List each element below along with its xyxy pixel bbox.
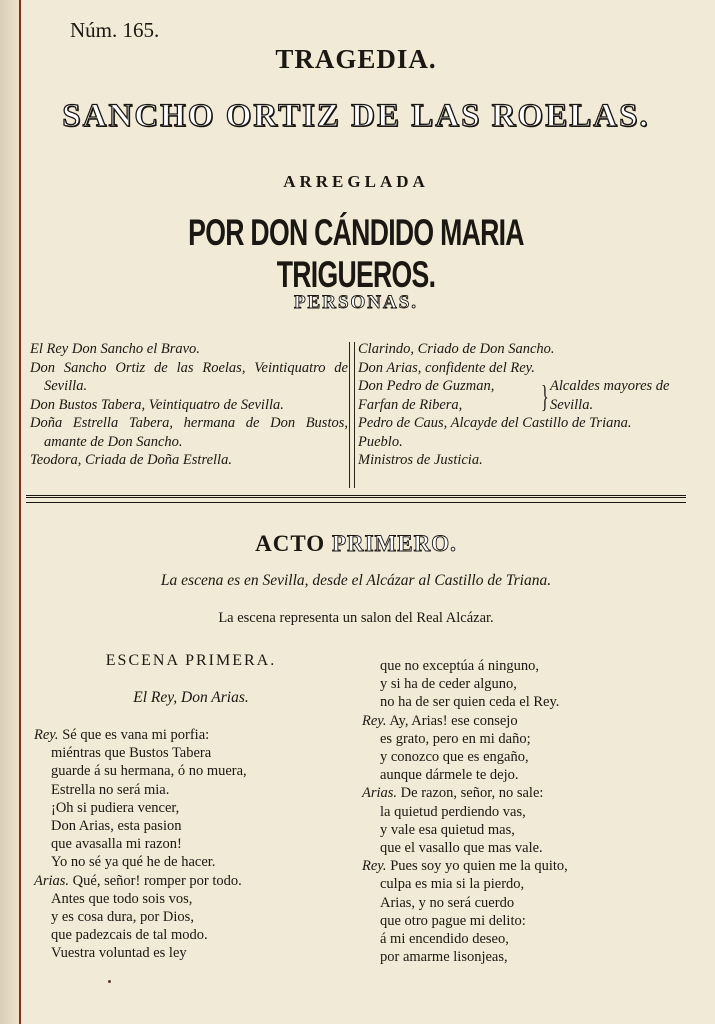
verse-line [34,853,354,871]
cast-entry: Teodora, Criada de Doña Estrella. [30,452,232,468]
verse-text: y si ha de ceder alguno, [380,676,517,693]
verse-text: á mi encendido deseo, [380,931,509,948]
section-divider-double [26,495,686,502]
act-heading-plain: ACTO [255,531,332,556]
cast-list-left [30,340,348,470]
verse-text: que padezcais de tal modo. [51,927,208,944]
verse-text: que avasalla mi razon! [51,836,182,853]
verse-text: ¡Oh si pudiera vencer, [51,799,180,816]
cast-entry: Pueblo. [358,433,403,450]
play-title: SANCHO ORTIZ DE LAS ROELAS. [62,98,650,134]
verse-line [362,766,692,784]
alcaldes-group [358,377,680,414]
verse-line [362,748,692,766]
verse-text: De razon, señor, no sale: [397,785,544,802]
speaker-name: Arias. [362,785,398,802]
verse-line [362,657,692,675]
verse-text: Yo no sé ya qué he de hacer. [51,854,216,871]
verse-text: Vuestra voluntad es ley [51,945,187,962]
cast-entry: Pedro de Caus, Alcayde del Castillo de Triana. [358,415,632,431]
verse-line [362,693,692,711]
verse-line [362,930,692,948]
verse-line [362,839,692,857]
cast-entry: Farfan de Ribera, [358,396,463,413]
verse-text: Pues soy yo quien me la quito, [386,858,568,875]
verse-line [34,744,354,762]
verse-text: culpa es mia si la pierdo, [380,876,525,893]
act-heading [26,531,686,557]
verse-text: guarde á su hermana, ó no muera, [51,763,247,780]
verse-text: y conozco que es engaño, [380,749,529,766]
verse-text: y es cosa dura, por Dios, [51,909,194,926]
verse-line [34,926,354,944]
verse-column-right [362,657,692,966]
verse-line [34,817,354,835]
brace-icon: } [541,377,549,414]
verse-text: y vale esa quietud mas, [380,821,515,838]
scene-heading: ESCENA PRIMERA. [105,652,277,669]
speaker-name: Rey. [362,858,387,875]
verse-line [34,890,354,908]
cast-entry: Don Arias, confidente del Rey. [358,359,535,376]
cast-entry: Don Pedro de Guzman, [358,378,495,394]
cast-entry: Don Bustos Tabera, Veintiquatro de Sevilla. [30,396,284,413]
verse-line [34,835,354,853]
cast-entry: Don Sancho Ortiz de las Roelas, Veintiquatro de Sevilla. [30,359,348,394]
verse-text: que no exceptúa á ninguno, [380,658,540,674]
verse-text: no ha de ser quien ceda el Rey. [380,694,560,711]
verse-line [362,803,692,821]
verse-line [34,762,354,780]
verse-line [362,712,692,730]
speaker-name: Rey. [34,727,59,743]
verse-line [34,908,354,926]
verse-line [362,912,692,930]
verse-line [34,781,354,799]
page-edge-shadow [0,0,19,1024]
scene-setting: La escena representa un salon del Real Alcázar. [218,610,494,626]
verse-line [362,894,692,912]
cast-entry: Clarindo, Criado de Don Sancho. [358,341,555,357]
verse-line [362,857,692,875]
issue-number: Núm. 165. [70,18,160,42]
verse-line [362,821,692,839]
personas-heading: PERSONAS. [293,292,419,313]
verse-line [362,675,692,693]
verse-text: que otro pague mi delito: [380,912,526,929]
verse-text: miéntras que Bustos Tabera [51,745,212,762]
verse-text: Arias, y no será cuerdo [380,894,515,911]
verse-text: es grato, pero en mi daño; [380,730,531,747]
cast-list-right [358,340,680,470]
cast-column-divider [349,342,355,488]
verse-line [362,730,692,748]
cast-entry: El Rey Don Sancho el Bravo. [30,341,200,357]
verse-line [34,726,354,744]
scene-characters: El Rey, Don Arias. [133,689,249,706]
verse-text: Qué, señor! romper por todo. [69,872,242,889]
page-edge-rule [19,0,21,1024]
verse-column-left [34,726,354,963]
author-line: POR DON CÁNDIDO MARIA TRIGUEROS. [188,212,524,295]
verse-line [34,799,354,817]
verse-text: Antes que todo sois vos, [51,890,193,907]
section-divider-thin [26,502,686,503]
alcaldes-label: Alcaldes mayores de Sevilla. [550,378,670,413]
scene-location: La escena es en Sevilla, desde el Alcázar al Castillo de Triana. [160,572,552,589]
verse-text: aunque dármele te dejo. [380,767,519,784]
genre-heading: TRAGEDIA. [275,44,437,74]
cast-entry: Doña Estrella Tabera, hermana de Don Bustos, amante de Don Sancho. [30,415,348,450]
verse-text: por amarme lisonjeas, [380,949,508,966]
speaker-name: Arias. [34,872,70,889]
verse-text: que el vasallo que mas vale. [380,840,543,857]
speaker-name: Rey. [362,712,387,729]
verse-line [362,875,692,893]
verse-line [34,872,354,890]
verse-text: Don Arias, esta pasion [51,818,182,835]
verse-text: Estrella no será mia. [51,781,170,798]
ink-spot [108,980,111,983]
arranged-label: ARREGLADA [283,172,429,191]
book-page [26,0,686,1024]
verse-line [34,944,354,962]
verse-line [362,948,692,966]
verse-text: la quietud perdiendo vas, [380,803,526,820]
verse-text: Ay, Arias! ese consejo [386,712,518,729]
verse-line [362,784,692,802]
verse-text: Sé que es vana mi porfia: [58,727,210,743]
cast-entry: Ministros de Justicia. [358,452,483,468]
act-heading-outline: PRIMERO. [331,531,457,556]
